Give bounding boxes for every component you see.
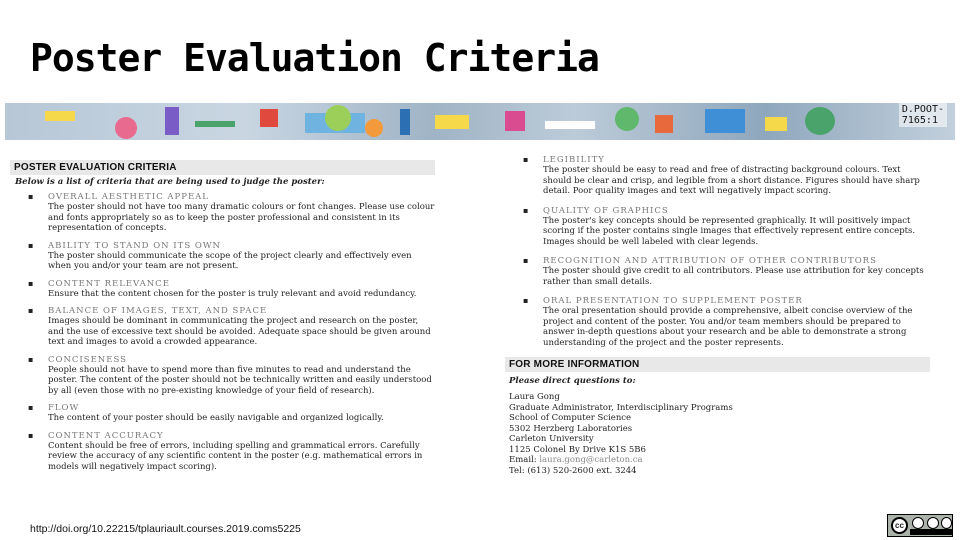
criterion-item (18, 279, 435, 300)
criterion-description: Ensure that the content chosen for the poster is truly relevant and avoid redundancy. (48, 288, 417, 299)
cc-icon: cc (891, 517, 908, 534)
criterion-item (18, 431, 435, 473)
criterion-item (513, 206, 930, 248)
criterion-title: BALANCE OF IMAGES, TEXT, AND SPACE (48, 306, 268, 316)
bullet-icon: ▪ (28, 430, 34, 440)
noncommercial-icon (927, 517, 939, 529)
criteria-and-contact-panel (505, 155, 930, 520)
criterion-title: LEGIBILITY (543, 155, 605, 165)
contact-block (505, 392, 930, 476)
evaluation-criteria-panel (10, 160, 435, 520)
bullet-icon: ▪ (28, 278, 34, 288)
cc-license-badge[interactable] (887, 514, 953, 537)
criterion-description: The poster should not have too many dramatic colours or font changes. Please use colour and fonts appropriately so as to keep the poster professional and consistent in its representation of concepts. (48, 202, 435, 233)
criterion-title: CONTENT ACCURACY (48, 430, 164, 441)
criterion-title: ORAL PRESENTATION TO SUPPLEMENT POSTER (543, 296, 803, 306)
contact-role: Graduate Administrator, Interdisciplinary Programs (509, 402, 733, 413)
contact-university: Carleton University (509, 434, 594, 444)
direct-questions-label: Please direct questions to: (509, 376, 636, 386)
criterion-title: OVERALL AESTHETIC APPEAL (48, 192, 209, 202)
criterion-item (513, 256, 930, 287)
email-link[interactable]: laura.gong@carleton.ca (539, 455, 643, 465)
criterion-description: The poster's key concepts should be represented graphically. It will positively impact scoring if the poster contains single images that effectively represent entire concepts. Images should be well labeled with clear legends. (543, 215, 916, 247)
contact-address: 1125 Colonel By Drive K1S 5B6 (509, 444, 646, 455)
more-info-header: FOR MORE INFORMATION (505, 357, 930, 372)
criterion-item (18, 403, 435, 424)
criterion-item (513, 155, 930, 197)
bullet-icon: ▪ (523, 155, 529, 164)
criterion-title: CONCISENESS (48, 354, 127, 365)
criterion-title: CONTENT RELEVANCE (48, 278, 170, 289)
criteria-header: POSTER EVALUATION CRITERIA (10, 160, 435, 175)
contact-email-row (509, 455, 930, 466)
criterion-title: ABILITY TO STAND ON ITS OWN (48, 240, 221, 251)
criterion-description: People should not have to spend more than five minutes to read and understand the poster. The content of the poster should not be technically written and easily understood by all (even those with no pre-existing knowledge of your field of research). (48, 364, 432, 396)
bullet-icon: ▪ (523, 205, 529, 215)
sharealike-icon (941, 517, 952, 529)
criterion-title: FLOW (48, 403, 80, 413)
bullet-icon: ▪ (28, 192, 34, 201)
email-label: Email: (509, 455, 537, 465)
attribution-icon (912, 517, 924, 529)
contact-school: School of Computer Science (509, 413, 632, 423)
criterion-description: The content of your poster should be easily navigable and organized logically. (48, 413, 384, 423)
bullet-icon: ▪ (523, 256, 529, 265)
criterion-title: RECOGNITION AND ATTRIBUTION OF OTHER CONTRIBUTORS (543, 256, 877, 266)
banner-code-text: D.POOT- 7165:1 (899, 103, 947, 127)
criterion-description: The oral presentation should provide a comprehensive, albeit concise overview of the project and content of the poster. You and/or team members should be prepared to answer in-depth questions about your research and be able to demonstrate a strong understanding of the project and the poster represents. (543, 306, 913, 348)
criteria-list-right (505, 155, 930, 348)
criterion-item (18, 192, 435, 234)
contact-building: 5302 Herzberg Laboratories (509, 423, 633, 434)
criterion-description: Content should be free of errors, including spelling and grammatical errors. Carefully review the accuracy of any scientific content in the poster (e.g. mathematical errors in models will negatively impact scoring). (48, 440, 423, 472)
criteria-intro: Below is a list of criteria that are being used to judge the poster: (15, 177, 325, 187)
bullet-icon: ▪ (523, 296, 529, 305)
decorative-banner-image (5, 103, 955, 140)
criterion-description: The poster should communicate the scope of the project clearly and effectively even when you and/or your team are not present. (48, 250, 412, 271)
criterion-description: The poster should be easy to read and free of distracting background colours. Text should be clear and crisp, and legible from a short distance. Figures should have sharp detail. Poor quality images and text will negatively impact scoring. (543, 165, 920, 196)
contact-tel: Tel: (613) 520-2600 ext. 3244 (509, 465, 637, 476)
bullet-icon: ▪ (28, 403, 34, 412)
criterion-description: The poster should give credit to all contributors. Please use attribution for key concepts rather than small details. (543, 266, 924, 287)
contact-name: Laura Gong (509, 392, 560, 402)
criterion-title: QUALITY OF GRAPHICS (543, 205, 669, 216)
criterion-item (18, 306, 435, 348)
license-strip (910, 529, 952, 535)
doi-link[interactable]: http://doi.org/10.22215/tplauriault.courses.2019.coms5225 (30, 523, 301, 535)
criterion-item (18, 241, 435, 272)
bullet-icon: ▪ (28, 240, 34, 250)
bullet-icon: ▪ (28, 354, 34, 364)
criterion-description: Images should be dominant in communicating the project and research on the poster, and the use of excessive text should be avoided. Adequate space should be given around text and images to avoid a crowded appearance. (48, 316, 431, 347)
criterion-item (513, 296, 930, 348)
criterion-item (18, 355, 435, 397)
bullet-icon: ▪ (28, 306, 34, 315)
criteria-list-left (10, 192, 435, 472)
slide-title: Poster Evaluation Criteria (30, 36, 599, 80)
